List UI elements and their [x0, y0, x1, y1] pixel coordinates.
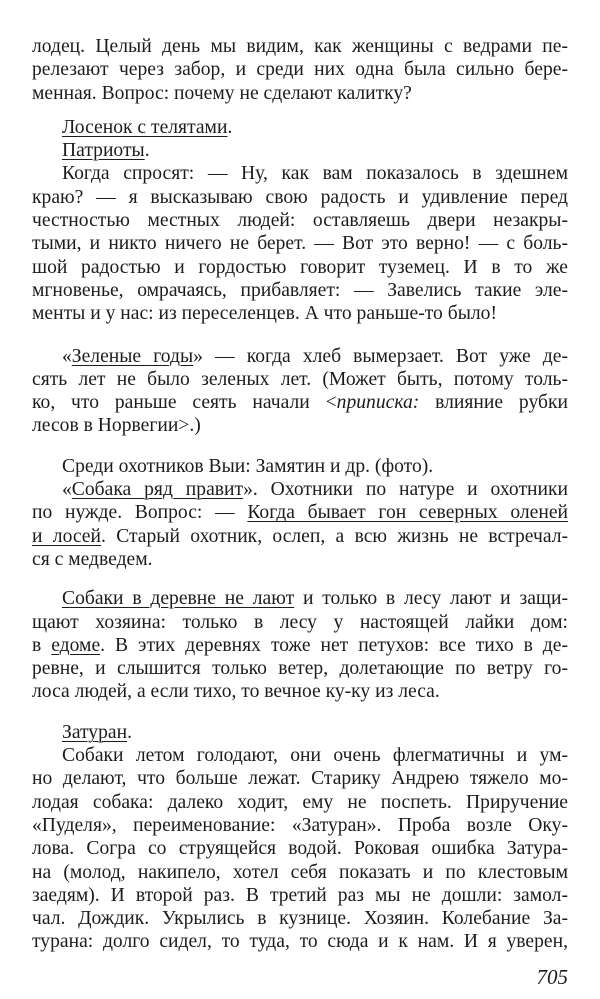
text-line: [32, 587, 568, 610]
text-segment: «: [62, 345, 72, 367]
text-line: [32, 279, 568, 302]
text-block: [32, 721, 568, 954]
paragraph: [32, 162, 568, 325]
page-text: [32, 35, 568, 954]
text-line: [32, 930, 568, 953]
text-segment: турана: долго сидел, то туда, то сюда и к нам. И я уверен,: [32, 931, 568, 953]
underlined-text: Собаки в деревне не лают: [62, 588, 295, 610]
text-block: [32, 35, 568, 105]
text-line: [32, 162, 568, 185]
text-segment: Среди охотников Выи: Замятин и др. (фото).: [62, 455, 434, 477]
underlined-text: Собака ряд правит: [71, 479, 244, 501]
text-line: [32, 82, 568, 105]
text-line: [32, 256, 568, 279]
text-segment: . Старый охотник, ослеп, а всю жизнь не встречал-: [100, 525, 568, 547]
text-segment: щают хозяина: только в лесу у настоящей лайки дом:: [32, 611, 568, 633]
paragraph: [32, 139, 568, 162]
text-segment: на (молод, накипело, хотел себя показать и по клестовым: [32, 861, 568, 883]
text-segment: мгновенье, омрачаясь, прибавляет: — Завелись такие эле-: [32, 279, 568, 301]
text-block: [32, 345, 568, 438]
italic-text: приписка:: [336, 392, 420, 414]
text-segment: .: [144, 140, 150, 162]
paragraph: [32, 345, 568, 438]
text-line: [32, 455, 568, 478]
text-line: [32, 525, 568, 548]
text-segment: ся с медведем.: [32, 548, 153, 570]
text-segment: менная. Вопрос: почему не сделают калитку?: [32, 82, 412, 104]
text-line: [32, 837, 568, 860]
text-segment: » — когда хлеб вымерзает. Вот уже де-: [193, 345, 568, 367]
text-segment: честностью местных людей: оставляешь двери незакры-: [32, 210, 568, 232]
text-line: [32, 414, 568, 437]
text-line: [32, 548, 568, 571]
text-segment: лодая собака: далеко ходит, ему не поспеть. Приручение: [32, 791, 568, 813]
underlined-text: Лосенок с телятами: [62, 116, 228, 138]
text-segment: но делают, что больше лежат. Старику Андрею тяжело мо-: [32, 768, 568, 790]
text-line: [32, 501, 568, 524]
paragraph: [32, 721, 568, 744]
text-line: [32, 35, 568, 58]
text-segment: ревне, и слышится только ветер, долетающие по ветру го-: [32, 658, 568, 680]
text-segment: лова. Согра со струящейся водой. Роковая ошибка Затура-: [32, 838, 568, 860]
text-segment: .: [127, 721, 132, 743]
text-line: [32, 391, 568, 414]
text-segment: . В этих деревнях тоже нет петухов: все тихо в де-: [100, 634, 568, 656]
text-line: [32, 744, 568, 767]
text-line: [32, 58, 568, 81]
text-block: [32, 455, 568, 571]
underlined-text: Патриоты: [62, 140, 145, 162]
text-line: [32, 814, 568, 837]
text-segment: Когда спросят: — Ну, как вам показалось в здешнем: [62, 163, 568, 185]
text-segment: чал. Дождик. Укрылись в кузнице. Хозяин. Колебание За-: [32, 908, 568, 930]
text-line: [32, 634, 568, 657]
text-segment: Собаки летом голодают, они очень флегматичны и ум-: [62, 745, 568, 767]
text-segment: менты и у нас: из переселенцев. А что раньше-то было!: [32, 303, 497, 325]
text-line: [32, 139, 568, 162]
underlined-text: Затуран: [62, 721, 128, 743]
paragraph: [32, 478, 568, 571]
text-line: [32, 861, 568, 884]
text-line: [32, 884, 568, 907]
text-segment: тыми, и никто ничего не берет. — Вот это верно! — с боль-: [32, 233, 568, 255]
text-segment: .: [227, 116, 233, 138]
text-segment: лесов в Норвегии>.): [32, 415, 201, 437]
text-segment: по нужде. Вопрос: —: [32, 502, 248, 524]
text-line: [32, 657, 568, 680]
underlined-text: Зеленые годы: [71, 345, 194, 367]
paragraph: [32, 455, 568, 478]
text-line: [32, 478, 568, 501]
text-segment: шой радостью и гордостью говорит туземец. И в то же: [32, 256, 568, 278]
text-line: [32, 302, 568, 325]
underlined-text: едоме: [51, 634, 101, 656]
text-segment: «: [62, 479, 72, 501]
text-line: [32, 116, 568, 139]
text-line: [32, 209, 568, 232]
text-line: [32, 721, 568, 744]
text-segment: лодец. Целый день мы видим, как женщины с ведрами пе-: [32, 36, 568, 57]
page-number: 705: [536, 965, 568, 989]
text-block: [32, 116, 568, 326]
text-line: [32, 791, 568, 814]
text-segment: релезают через забор, и среди них одна была сильно бере-: [32, 59, 568, 81]
text-segment: влияние рубки: [419, 392, 568, 414]
text-segment: в: [32, 634, 52, 656]
text-line: [32, 345, 568, 368]
text-segment: сять лет не было зеленых лет. (Может быть, потому толь-: [32, 368, 568, 390]
text-line: [32, 368, 568, 391]
paragraph: [32, 35, 568, 105]
text-line: [32, 907, 568, 930]
text-segment: «Пуделя», переименование: «Затуран». Проба возле Оку-: [32, 814, 568, 836]
text-block: [32, 587, 568, 703]
text-segment: ». Охотники по натуре и охотники: [243, 479, 568, 501]
underlined-text: Когда бывает гон северных оленей: [247, 502, 568, 524]
paragraph: [32, 116, 568, 139]
text-line: [32, 232, 568, 255]
paragraph: [32, 587, 568, 703]
text-segment: лоса людей, а если тихо, то вечное ку-ку из леса.: [32, 681, 440, 703]
underlined-text: и лосей: [32, 525, 101, 547]
text-segment: ко, что раньше сеять начали <: [32, 392, 337, 414]
text-segment: заедям). И второй раз. В третий раз мы не дошли: замол-: [32, 884, 568, 906]
text-line: [32, 186, 568, 209]
text-line: [32, 680, 568, 703]
paragraph: [32, 744, 568, 954]
text-line: [32, 611, 568, 634]
text-segment: краю? — я высказываю свою радость и удивление перед: [32, 186, 568, 208]
text-line: [32, 767, 568, 790]
text-segment: и только в лесу лают и защи-: [294, 588, 568, 610]
